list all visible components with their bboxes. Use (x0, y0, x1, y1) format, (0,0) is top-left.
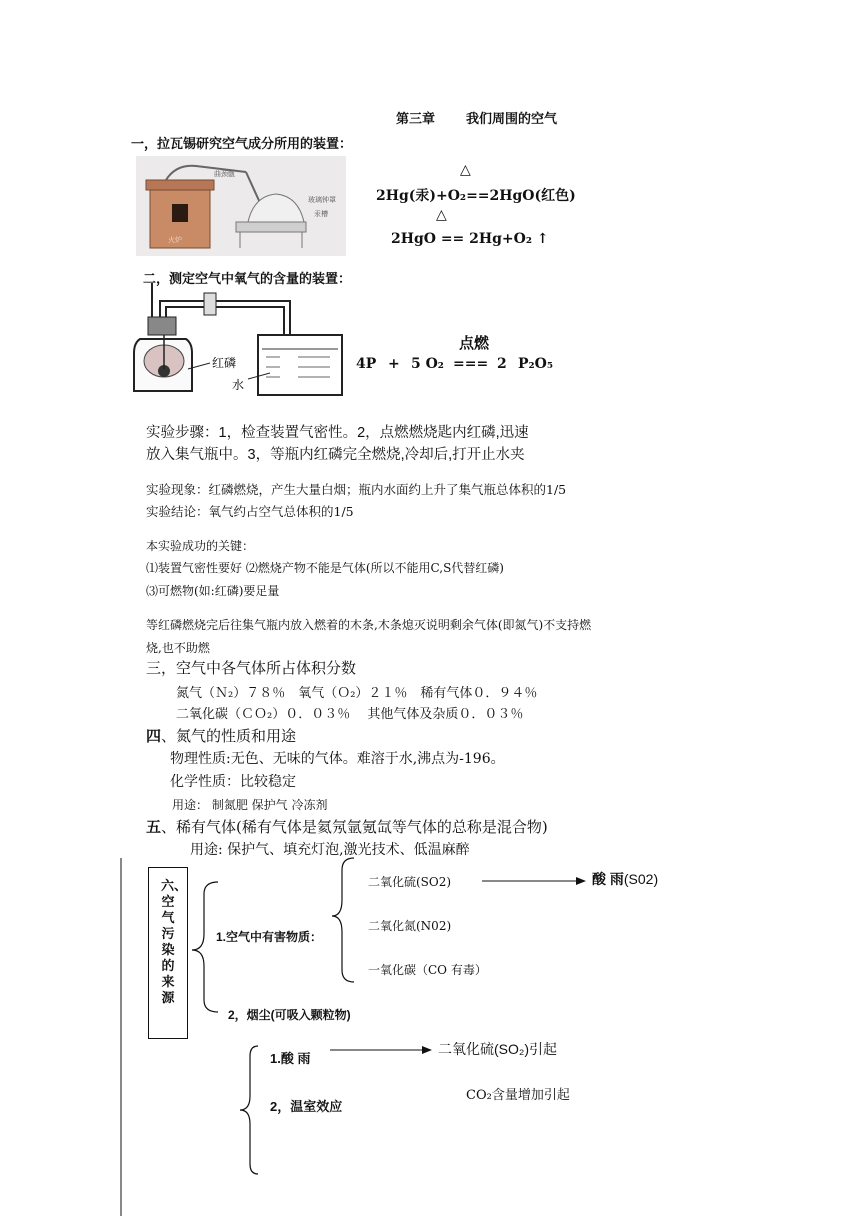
pollution-source-box (148, 867, 188, 1039)
eq-term: 5 O₂ (411, 356, 444, 372)
svg-text:水: 水 (232, 378, 245, 392)
co-item: 一氧化碳（CO 有毒） (368, 963, 487, 977)
air-composition-line2: 二氧化碳（ＣＯ₂）０．０３％ 其他气体及杂质０．０３％ (176, 707, 524, 722)
chapter-label: 第三章 (396, 111, 436, 126)
heat-symbol: △ (460, 162, 471, 178)
eq-term: 4P (356, 356, 377, 372)
rare-gas-uses: 用途: 保护气、填充灯泡,激光技术、低温麻醉 (190, 842, 470, 858)
eq-term: P₂O₅ (518, 356, 553, 372)
success-keys-line2: ⑶可燃物(如:红磷)要足量 (146, 584, 280, 598)
success-keys-title: 本实验成功的关键： (146, 539, 255, 553)
heat-symbol: △ (436, 207, 447, 223)
section3-heading: 三，空气中各气体所占体积分数 (146, 659, 357, 677)
air-composition-line1: 氮气（Ｎ₂）７８％ 氧气（Ｏ₂）２１％ 稀有气体０．９４％ (176, 686, 538, 701)
nitrogen-note-line1: 等红磷燃烧完后往集气瓶内放入燃着的木条,木条熄灭说明剩余气体(即氮气)不支持燃 (146, 618, 592, 632)
svg-text:曲颈甑: 曲颈甑 (214, 170, 235, 178)
section1-heading: 一，拉瓦锡研究空气成分所用的装置： (131, 136, 353, 151)
section2-heading: 二，测定空气中氧气的含量的装置： (143, 271, 352, 286)
svg-text:玻璃钟罩: 玻璃钟罩 (308, 196, 336, 204)
eq-plus: + (388, 356, 400, 372)
experiment-steps-line2: 放入集气瓶中。3，等瓶内红磷完全燃烧,冷却后,打开止水夹 (146, 447, 525, 463)
experiment-phenomenon: 实验现象：红磷燃烧，产生大量白烟；瓶内水面约上升了集气瓶总体积的1/5 (146, 482, 567, 497)
svg-text:火炉: 火炉 (168, 236, 182, 244)
eq-coefficient: 2 (497, 356, 507, 372)
chapter-title: 我们周围的空气 (466, 111, 558, 126)
equation-hgo-decomposition: 2HgO == 2Hg+O₂ ↑ (391, 231, 549, 247)
section4-heading: 四、氮气的性质和用途 (146, 727, 297, 745)
section5-heading: 五、稀有气体(稀有气体是氦氖氩氪氙等气体的总称是混合物) (146, 818, 548, 836)
greenhouse-cause: CO₂含量增加引起 (466, 1088, 570, 1103)
nitrogen-physical: 物理性质:无色、无味的气体。难溶于水,沸点为-196。 (170, 751, 505, 767)
acid-rain-label: 1.酸 雨 (270, 1051, 311, 1066)
svg-text:汞槽: 汞槽 (314, 210, 328, 218)
eq-arrow: === (453, 356, 489, 372)
greenhouse-label: 2，温室效应 (270, 1099, 343, 1114)
experiment-conclusion: 实验结论：氧气约占空气总体积的1/5 (146, 504, 354, 519)
pollution-source-label: 六、空气污染的来源 (161, 878, 188, 1005)
no2-item: 二氧化氮(N02) (368, 919, 452, 933)
equation-hg-oxidation: 2Hg(汞)+O₂==2HgO(红色) (376, 188, 576, 204)
nitrogen-chemical: 化学性质：比较稳定 (170, 774, 296, 790)
experiment-steps-line1: 实验步骤：1，检查装置气密性。2，点燃燃烧匙内红磷,迅速 (146, 425, 529, 441)
svg-text:红磷: 红磷 (212, 356, 237, 370)
harmful-substances-label: 1.空气中有害物质： (216, 930, 323, 944)
success-keys-line1: ⑴装置气密性要好 ⑵燃烧产物不能是气体(所以不能用C,S代替红磷) (146, 561, 504, 575)
nitrogen-uses: 用途： 制氮肥 保护气 冷冻剂 (172, 798, 328, 812)
dust-item: 2，烟尘(可吸入颗粒物) (228, 1008, 351, 1022)
acid-rain-result: 酸 雨(S02) (592, 871, 659, 887)
so2-item: 二氧化硫(SO2) (368, 875, 452, 889)
acid-rain-cause: 二氧化硫(SO₂)引起 (438, 1041, 557, 1057)
ignite-condition: 点燃 (459, 335, 490, 352)
nitrogen-note-line2: 烧,也不助燃 (146, 641, 210, 655)
